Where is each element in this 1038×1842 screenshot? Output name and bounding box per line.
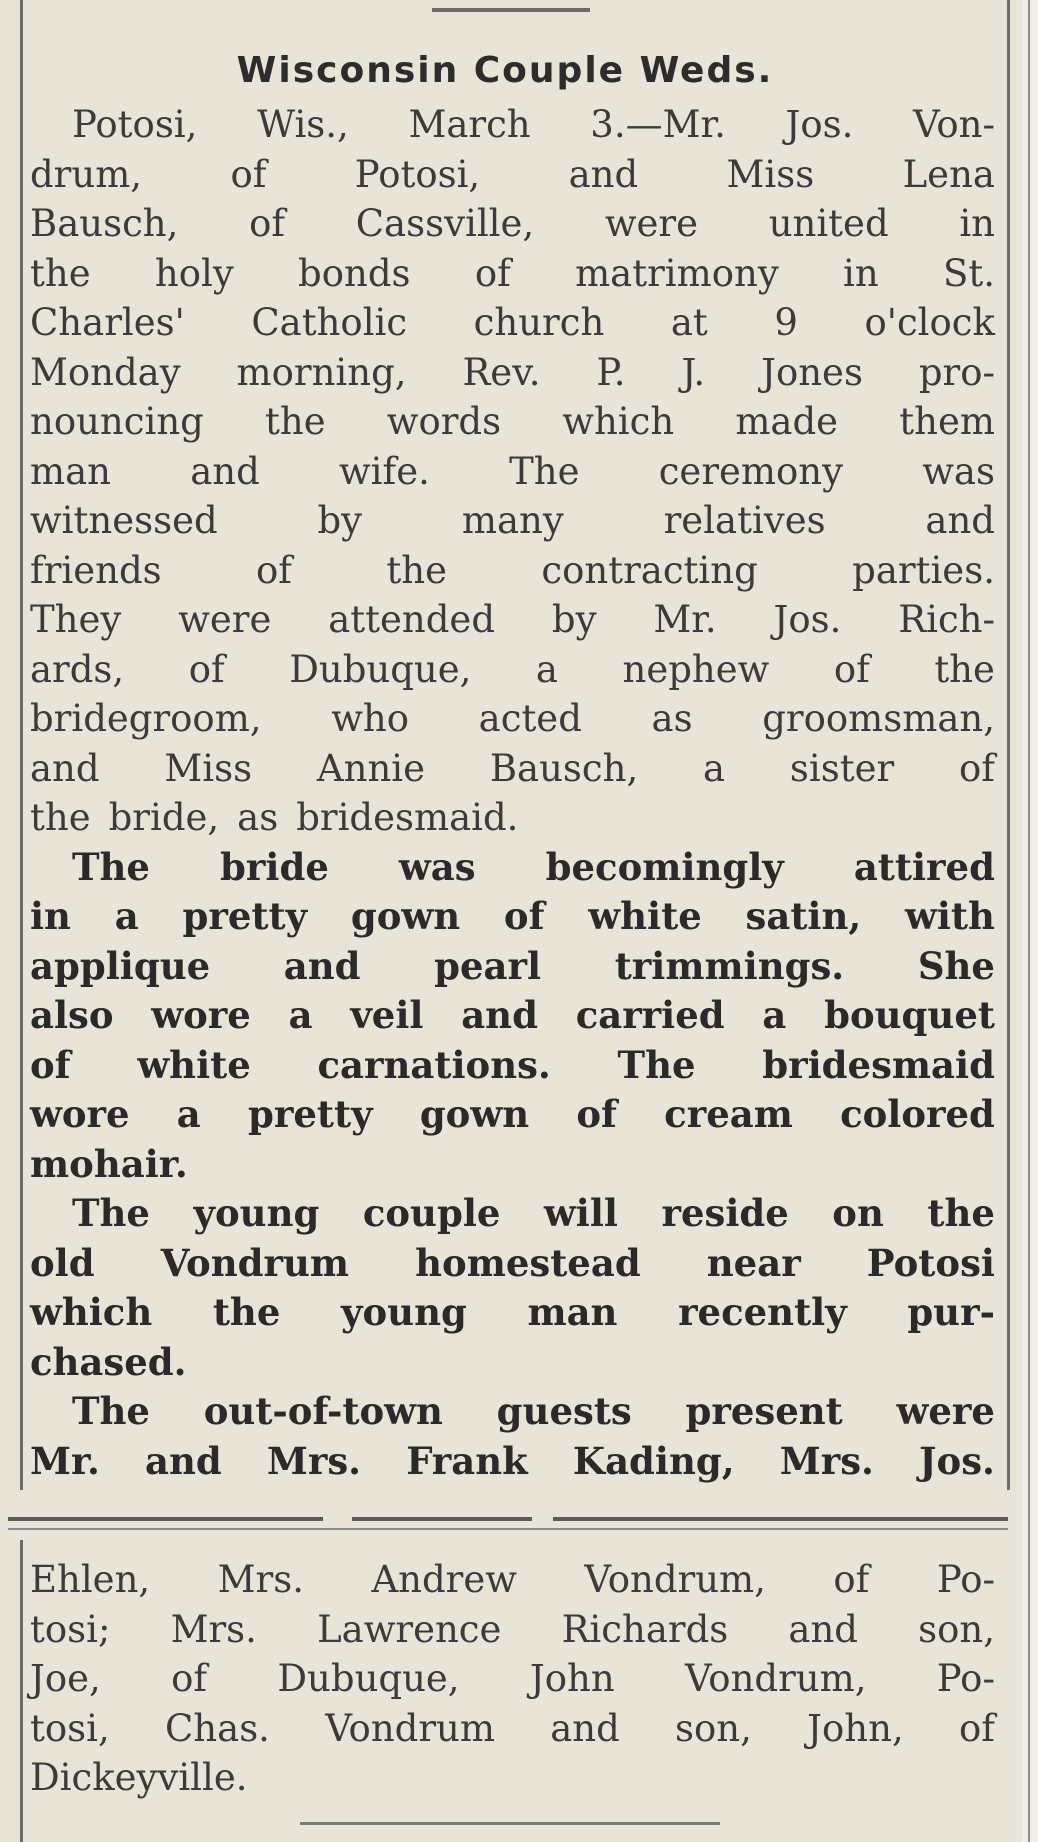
- text-line: Dickeyville.: [30, 1756, 248, 1799]
- text-line: also wore a veil and carried a bouquet: [30, 993, 995, 1037]
- text-line: in a pretty gown of white satin, with: [30, 894, 995, 938]
- text-line: and Miss Annie Bausch, a sister of: [30, 746, 995, 790]
- page-edge: [1022, 0, 1038, 1842]
- text-line: Joe, of Dubuque, John Vondrum, Po-: [30, 1657, 995, 1700]
- column-rule-left: [20, 1540, 23, 1842]
- text-line: Bausch, of Cassville, were united in: [30, 202, 995, 245]
- text-line: wore a pretty gown of cream colored: [30, 1092, 995, 1136]
- text-line: chased.: [30, 1339, 187, 1384]
- text-line: Mr. and Mrs. Frank Kading, Mrs. Jos.: [30, 1438, 995, 1483]
- text-line: Monday morning, Rev. P. J. Jones pro-: [30, 350, 995, 394]
- bottom-rule: [300, 1822, 720, 1825]
- text-line: the holy bonds of matrimony in St.: [30, 251, 995, 295]
- text-line: applique and pearl trimmings. She: [30, 943, 995, 988]
- text-line: bridegroom, who acted as groomsman,: [30, 697, 995, 740]
- text-line: Ehlen, Mrs. Andrew Vondrum, of Po-: [30, 1558, 995, 1601]
- section-separator: [553, 1517, 1008, 1521]
- text-line: The young couple will reside on the: [72, 1191, 995, 1235]
- text-line: Charles' Catholic church at 9 o'clock: [30, 301, 995, 344]
- section-separator-thin: [8, 1528, 1008, 1530]
- text-line: Potosi, Wis., March 3.—Mr. Jos. Von-: [72, 103, 995, 146]
- text-line: mohair.: [30, 1141, 188, 1186]
- top-rule: [432, 8, 590, 12]
- text-line: The bride was becomingly attired: [72, 844, 995, 889]
- text-line: They were attended by Mr. Jos. Rich-: [30, 598, 995, 641]
- article-continuation: [30, 1555, 995, 1803]
- text-line: tosi, Chas. Vondrum and son, John, of: [30, 1706, 995, 1750]
- text-line: the bride, as bridesmaid.: [30, 796, 519, 839]
- section-separator: [352, 1517, 532, 1521]
- column-rule-right: [1007, 0, 1010, 1490]
- text-line: which the young man recently pur-: [30, 1290, 995, 1334]
- article-headline: Wisconsin Couple Weds.: [236, 50, 774, 91]
- text-line: man and wife. The ceremony was: [30, 449, 995, 493]
- text-line: ards, of Dubuque, a nephew of the: [30, 647, 995, 691]
- article-body: [30, 100, 995, 1486]
- text-line: The out-of-town guests present were: [72, 1389, 995, 1433]
- column-rule-left: [20, 0, 23, 1490]
- section-separator: [8, 1517, 323, 1521]
- text-line: tosi; Mrs. Lawrence Richards and son,: [30, 1607, 995, 1651]
- text-line: nouncing the words which made them: [30, 400, 995, 443]
- text-line: old Vondrum homestead near Potosi: [30, 1240, 995, 1285]
- text-line: friends of the contracting parties.: [30, 548, 995, 592]
- page-edge-rule: [1028, 0, 1030, 1842]
- text-line: witnessed by many relatives and: [30, 499, 995, 542]
- text-line: of white carnations. The bridesmaid: [30, 1042, 995, 1087]
- text-line: drum, of Potosi, and Miss Lena: [30, 152, 995, 196]
